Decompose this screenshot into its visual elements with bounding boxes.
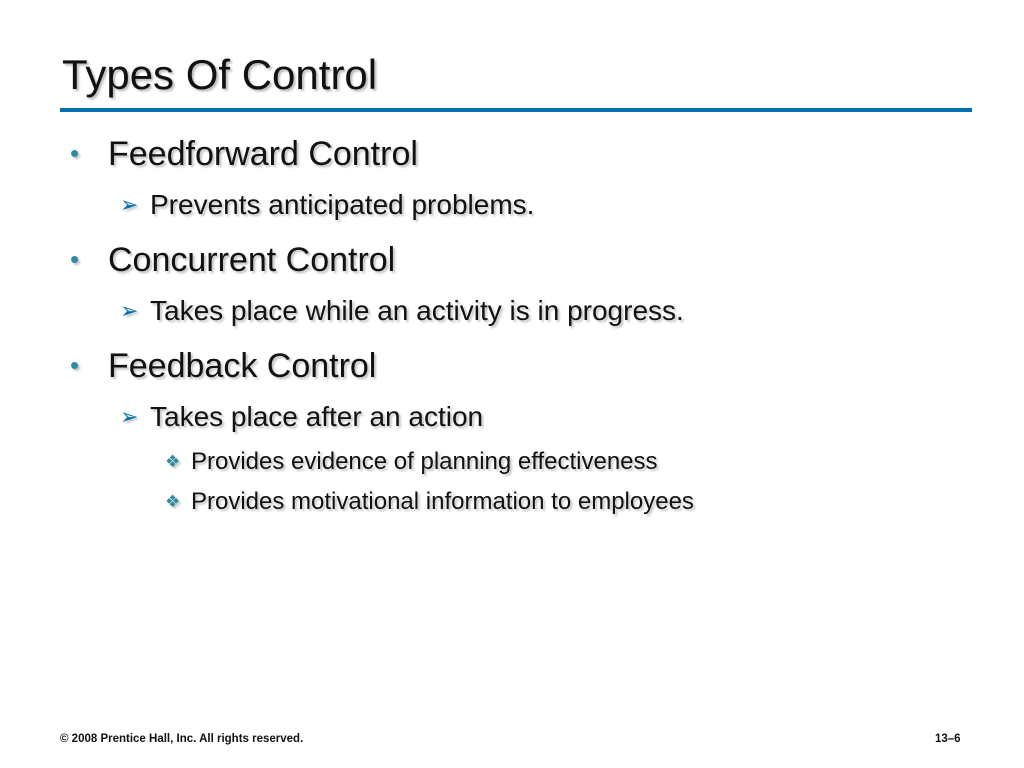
footer-page-number: 13–6 <box>935 733 961 745</box>
bullet-text: Feedforward Control <box>108 135 418 173</box>
sub-bullet-text: Prevents anticipated problems. <box>150 189 535 220</box>
title-divider <box>60 108 972 112</box>
bullet-text: Feedback Control <box>108 347 377 385</box>
sub-sub-bullet-text: Provides motivational information to employees <box>191 488 694 515</box>
sub-sub-bullet-text: Provides evidence of planning effectiveness <box>191 448 658 475</box>
slide-title: Types Of Control <box>62 51 378 98</box>
bullet-concurrent-control <box>70 239 395 280</box>
bullet-dot-icon: • <box>70 138 80 168</box>
sub-bullet-text: Takes place after an action <box>150 401 484 432</box>
sub-bullet-after-action <box>120 400 483 434</box>
bullet-dot-icon: • <box>70 244 80 274</box>
sub-bullet-in-progress <box>120 294 684 328</box>
sub-sub-bullet-motivational-info <box>165 487 694 517</box>
bullet-text: Concurrent Control <box>108 241 396 279</box>
diamond-bullet-icon: ❖ <box>165 452 181 471</box>
arrow-bullet-icon: ➢ <box>120 404 139 429</box>
bullet-feedback-control <box>70 345 376 386</box>
sub-sub-bullet-planning-evidence <box>165 447 658 477</box>
bullet-feedforward-control <box>70 133 418 174</box>
bullet-dot-icon: • <box>70 350 80 380</box>
arrow-bullet-icon: ➢ <box>120 298 139 323</box>
sub-bullet-prevents-problems <box>120 188 534 222</box>
diamond-bullet-icon: ❖ <box>165 492 181 511</box>
footer-copyright: © 2008 Prentice Hall, Inc. All rights reserved. <box>60 733 304 745</box>
arrow-bullet-icon: ➢ <box>120 192 139 217</box>
sub-bullet-text: Takes place while an activity is in progress. <box>150 295 684 326</box>
